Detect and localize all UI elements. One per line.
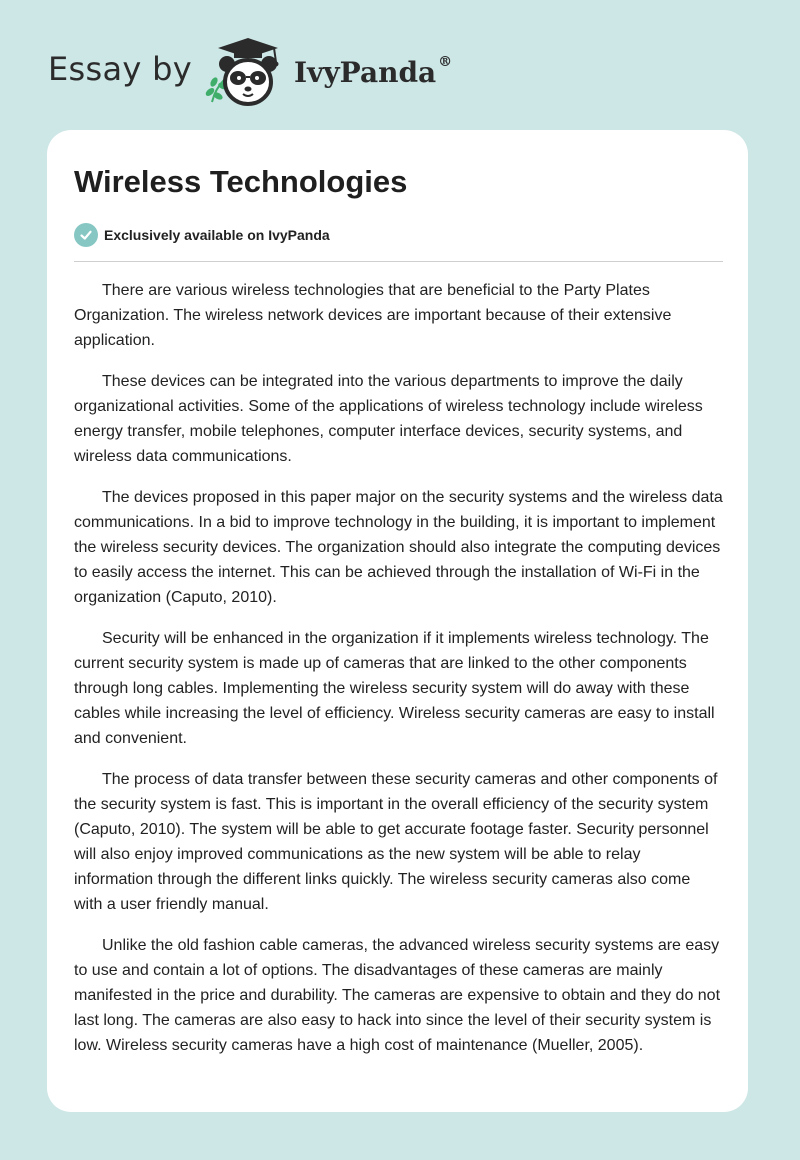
paragraph: The devices proposed in this paper major on the security systems and the wireless data communications. In a bid to improve technology in the building, it is important to implement the wireless security devices. The organization should also integrate the computing devices to easily access the internet. This can be achieved through the installation of Wi-Fi in the organization (Caputo, 2010). bbox=[74, 489, 723, 606]
paragraph: Security will be enhanced in the organization if it implements wireless technology. The current security system is made up of cameras that are linked to the other components through long cables. Implementing the wireless security system will do away with these cables while increasing the level of efficiency. Wireless security cameras are easy to install and convenient. bbox=[74, 630, 715, 747]
paragraph: Unlike the old fashion cable cameras, the advanced wireless security systems are easy to use and contain a lot of options. The disadvantages of these cameras are mainly manifested in the price and durability. The cameras are expensive to obtain and they do not last long. The cameras are also easy to hack into since the level of their security system is low. Wireless security cameras have a high cost of maintenance (Mueller, 2005). bbox=[74, 937, 721, 1054]
site-header bbox=[48, 34, 508, 110]
registered-mark: ® bbox=[438, 54, 453, 70]
essay-card bbox=[47, 130, 748, 1112]
brand-name[interactable]: IvyPanda ® bbox=[294, 54, 453, 89]
essay-by-label: Essay by bbox=[48, 50, 192, 88]
exclusive-label: Exclusively available on IvyPanda bbox=[104, 227, 330, 243]
paragraph: The process of data transfer between these security cameras and other components of the security system is fast. This is important in the overall efficiency of the security system (Caputo, 2010). The system will be able to get accurate footage faster. Security personnel will also enjoy improved communications as the new system will be able to relay information through the different links quickly. The wireless security cameras also come with a user friendly manual. bbox=[74, 771, 718, 913]
check-icon bbox=[74, 223, 98, 247]
panda-graduate-icon[interactable] bbox=[198, 34, 294, 110]
paragraph: There are various wireless technologies that are beneficial to the Party Plates Organization. The wireless network devices are important because of their extensive application. bbox=[74, 282, 672, 349]
essay-body bbox=[74, 278, 723, 1074]
divider bbox=[74, 261, 723, 262]
page-title: Wireless Technologies bbox=[74, 164, 408, 199]
exclusive-badge bbox=[74, 222, 330, 248]
paragraph: These devices can be integrated into the various departments to improve the daily organizational activities. Some of the applications of wireless technology include wireless energy transfer, mobile telephones, computer interface devices, security systems, and wireless data communications. bbox=[74, 373, 703, 465]
